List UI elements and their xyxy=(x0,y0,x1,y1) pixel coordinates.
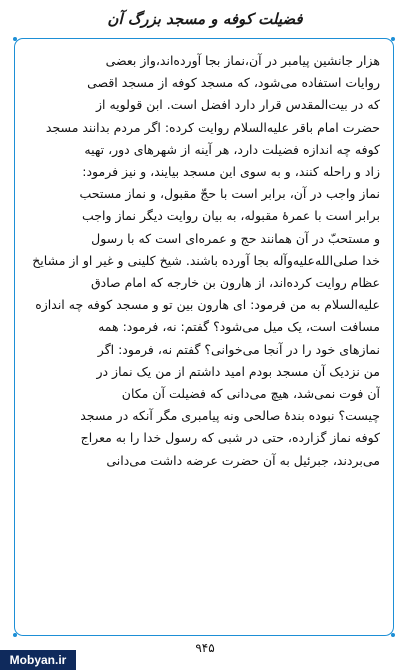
text-line: من نزدیک آن مسجد بودم امید داشتم از من یک نماز در xyxy=(96,363,380,379)
frame-ornament xyxy=(13,37,17,41)
text-line: می‌بردند، جبرئیل به آن حضرت عرضه داشت می‌دانی xyxy=(106,452,380,468)
text-line: نمازهای خود را در آنجا می‌خوانی؟ گفتم نه، فرمود: اگر xyxy=(97,341,380,357)
text-line: عظام روایت کرده‌اند، از هارون بن خارجه که امام صادق xyxy=(90,275,380,291)
frame-ornament xyxy=(391,633,395,637)
watermark-logo[interactable]: Mobyan.ir xyxy=(0,650,76,670)
body-text xyxy=(30,50,380,472)
text-line: عليه‌السلام به من فرمود: ای هارون بین تو و مسجد کوفه چه اندازه xyxy=(35,297,380,313)
text-line: آن فوت نمی‌شد، هیچ می‌دانی که فضیلت آن مکان xyxy=(121,386,380,402)
text-line: چیست؟ نبوده بندهٔ صالحی ونه پیامبری مگر آنکه در مسجد xyxy=(80,408,380,424)
text-line: مسافت است، یک میل می‌شود؟ گفتم: نه، فرمود: همه xyxy=(98,319,380,335)
text-line: روایات استفاده می‌شود، که مسجد کوفه از مسجد اقصی xyxy=(87,75,380,91)
frame-ornament xyxy=(391,37,395,41)
page-header-title: فضیلت کوفه و مسجد بزرگ آن xyxy=(107,10,303,28)
text-line: حضرت امام باقر عليه‌السلام روایت کرده: اگر مردم بدانند مسجد xyxy=(45,119,380,135)
text-line: که در بیت‌المقدس قرار دارد افضل است. ابن قولویه از xyxy=(95,97,380,113)
text-line: کوفه نماز گزارده، حتی در شبی که رسول خدا را به معراج xyxy=(80,430,380,446)
text-line: خدا صلى‌الله‌عليه‌وآله بجا آورده باشند. شیخ کلینی و غیر او از مشایخ xyxy=(32,252,380,268)
text-line: نماز واجب در آن، برابر است با حجّ مقبول، و نماز مستحب xyxy=(79,186,380,202)
page-number: ۹۴۵ xyxy=(195,641,215,655)
text-line: و مستحبّ در آن همانند حج و عمره‌ای است که با رسول xyxy=(91,230,380,246)
text-line: برابر است با عمرهٔ مقبوله، به بیان روایت دیگر نماز واجب xyxy=(81,208,380,224)
text-line: کوفه چه اندازه فضیلت دارد، هر آینه از شهرهای دور، تهیه xyxy=(84,141,380,157)
text-line: زاد و راحله کنند، و به سوی این مسجد بیایند، و نیز فرمود: xyxy=(82,164,380,180)
text-line: هزار جانشین پیامبر در آن،نماز بجا آورده‌اند،واز بعضی xyxy=(105,53,380,68)
frame-ornament xyxy=(13,633,17,637)
